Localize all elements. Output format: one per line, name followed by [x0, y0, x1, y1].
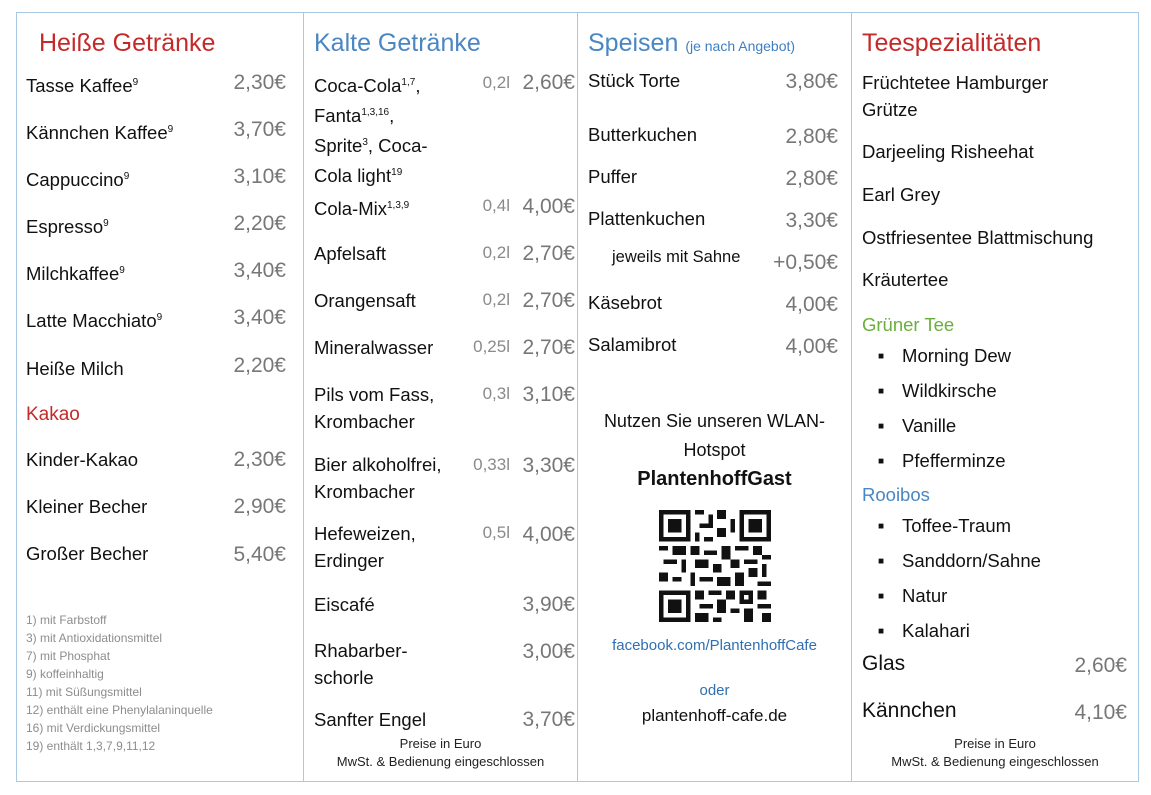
- menu-item: Sanfter Engel: [314, 709, 427, 730]
- menu-volume: 0,2l: [482, 243, 510, 262]
- qr-code-icon[interactable]: [659, 510, 771, 622]
- menu-item: Butterkuchen: [588, 124, 698, 145]
- menu-item: Rhabarber- schorle: [314, 640, 408, 688]
- menu-price: 3,10€: [233, 165, 286, 188]
- footnote: 9) koffeinhaltig: [26, 667, 104, 681]
- menu-item: Puffer: [588, 166, 638, 187]
- menu-price: 3,00€: [522, 640, 575, 663]
- menu-price: 3,90€: [522, 593, 575, 616]
- list-item: ■ Sanddorn/Sahne: [878, 545, 1041, 580]
- menu-item: Hefeweizen, Erdinger: [314, 523, 416, 571]
- wlan-ssid: PlantenhoffGast: [637, 468, 792, 490]
- menu-item: Stück Torte: [588, 70, 681, 91]
- kakao-title: Kakao: [26, 404, 80, 425]
- footnote: 7) mit Phosphat: [26, 649, 111, 663]
- menu-price: +0,50€: [773, 251, 838, 274]
- menu-price: 3,80€: [785, 70, 838, 93]
- tea-item: Earl Grey: [862, 184, 941, 205]
- menu-item: Mineralwasser: [314, 337, 434, 358]
- menu-item: Heiße Milch: [26, 358, 124, 380]
- list-item: ■ Vanille: [878, 410, 1011, 445]
- menu-volume: 0,3l: [482, 384, 510, 403]
- menu-volume: 0,25l: [473, 337, 510, 356]
- menu-volume: 0,2l: [482, 290, 510, 309]
- footnote: 12) enthält eine Phenylalaninquelle: [26, 703, 213, 717]
- menu-item: Cola-Mix$^{1,3,9}$: [314, 198, 410, 220]
- menu-price: 2,20€: [233, 354, 286, 377]
- glas-label: Glas: [862, 652, 906, 675]
- menu-price: 3,70€: [522, 708, 575, 731]
- list-item: ■ Toffee-Traum: [878, 510, 1041, 545]
- menu-price: 2,80€: [785, 125, 838, 148]
- menu-item: Kännchen Kaffee$^9$: [26, 122, 174, 144]
- menu-item: Apfelsaft: [314, 243, 386, 264]
- menu-price: 2,20€: [233, 212, 286, 235]
- list-item: ■ Natur: [878, 580, 1041, 615]
- price-note: Preise in Euro MwSt. & Bedienung eingeschlossen: [891, 736, 1099, 769]
- menu-price: 4,00€: [785, 335, 838, 358]
- menu-price: 3,40€: [233, 259, 286, 282]
- menu-price: 3,40€: [233, 306, 286, 329]
- menu-item: Eiscafé: [314, 594, 375, 615]
- menu-price: 3,10€: [522, 383, 575, 406]
- menu-price: 2,70€: [522, 242, 575, 265]
- menu-volume: 0,5l: [482, 523, 510, 542]
- facebook-link[interactable]: facebook.com/PlantenhoffCafe: [612, 637, 817, 654]
- footnote: 1) mit Farbstoff: [26, 613, 107, 627]
- footnotes: [26, 611, 213, 755]
- wlan-info: Nutzen Sie unseren WLAN- Hotspot PlantenhoffGast: [577, 407, 852, 494]
- menu-price: 4,00€: [522, 195, 575, 218]
- menu-price: 2,30€: [233, 448, 286, 471]
- footnote: 11) mit Süßungsmittel: [26, 685, 142, 699]
- list-item: ■ Morning Dew: [878, 340, 1011, 375]
- menu-price: 3,30€: [522, 454, 575, 477]
- menu-item: Cappuccino$^9$: [26, 169, 130, 191]
- green-tea-list: [878, 340, 1011, 480]
- menu-item: Kinder-Kakao: [26, 449, 139, 470]
- menu-item: Tasse Kaffee$^9$: [26, 75, 139, 97]
- list-item: ■ Kalahari: [878, 615, 1041, 650]
- menu-item: Großer Becher: [26, 543, 149, 564]
- list-item: ■ Pfefferminze: [878, 445, 1011, 480]
- menu-price: 4,00€: [522, 523, 575, 546]
- menu-item: Espresso$^9$: [26, 216, 109, 238]
- menu-volume: 0,33l: [473, 455, 510, 474]
- sahne-addon: jeweils mit Sahne: [612, 248, 741, 266]
- menu-price: 5,40€: [233, 543, 286, 566]
- footnote: 3) mit Antioxidationsmittel: [26, 631, 163, 645]
- tea-item: Früchtetee Hamburger Grütze: [862, 72, 1049, 120]
- menu-price: 3,70€: [233, 118, 286, 141]
- menu-price: 2,90€: [233, 495, 286, 518]
- menu-price: 2,30€: [233, 71, 286, 94]
- food-title: Speisen (je nach Angebot): [588, 29, 796, 57]
- list-item: ■ Wildkirsche: [878, 375, 1011, 410]
- menu-price: 2,60€: [1074, 654, 1127, 677]
- menu-item: Käsebrot: [588, 292, 663, 313]
- oder-label: oder: [699, 682, 730, 699]
- rooibos-title: Rooibos: [862, 484, 930, 505]
- menu-price: 2,80€: [785, 167, 838, 190]
- tea-title: Teespezialitäten: [862, 29, 1042, 57]
- price-note: Preise in Euro MwSt. & Bedienung eingeschlossen: [336, 736, 545, 769]
- menu-item-soft-drinks: Coca-Cola$^{1,7}$, Fanta$^{1,3,16}$, Sprite$^3$, Coca- Cola light$^{19}$: [314, 75, 428, 187]
- menu-price: 2,70€: [522, 336, 575, 359]
- menu-item: Salamibrot: [588, 334, 677, 355]
- menu-item: Pils vom Fass, Krombacher: [314, 384, 435, 432]
- footnote: 19) enthält 1,3,7,9,11,12: [26, 739, 156, 753]
- footnote: 16) mit Verdickungsmittel: [26, 721, 161, 735]
- menu-volume: 0,4l: [482, 196, 510, 215]
- menu-price: 2,70€: [522, 289, 575, 312]
- menu-price: 4,00€: [785, 293, 838, 316]
- menu-price: 4,10€: [1074, 701, 1127, 724]
- hot-drinks-title: Heiße Getränke: [39, 29, 216, 57]
- menu-item: Plattenkuchen: [588, 208, 706, 229]
- menu-price: 2,60€: [522, 71, 575, 94]
- menu-item: Bier alkoholfrei, Krombacher: [314, 454, 442, 502]
- menu-item: Kleiner Becher: [26, 496, 148, 517]
- tea-item: Ostfriesentee Blattmischung: [862, 227, 1094, 248]
- menu-price: 3,30€: [785, 209, 838, 232]
- kaennchen-label: Kännchen: [862, 699, 957, 722]
- tea-item: Kräutertee: [862, 269, 949, 290]
- rooibos-list: [878, 510, 1041, 650]
- menu-item: Latte Macchiato$^9$: [26, 310, 163, 332]
- cold-drinks-title: Kalte Getränke: [314, 29, 481, 57]
- website-link[interactable]: plantenhoff-cafe.de: [641, 706, 788, 725]
- green-tea-title: Grüner Tee: [862, 314, 955, 335]
- menu-volume: 0,2l: [482, 73, 510, 92]
- tea-item: Darjeeling Risheehat: [862, 141, 1034, 162]
- menu-item: Orangensaft: [314, 290, 416, 311]
- menu-item: Milchkaffee$^9$: [26, 263, 125, 285]
